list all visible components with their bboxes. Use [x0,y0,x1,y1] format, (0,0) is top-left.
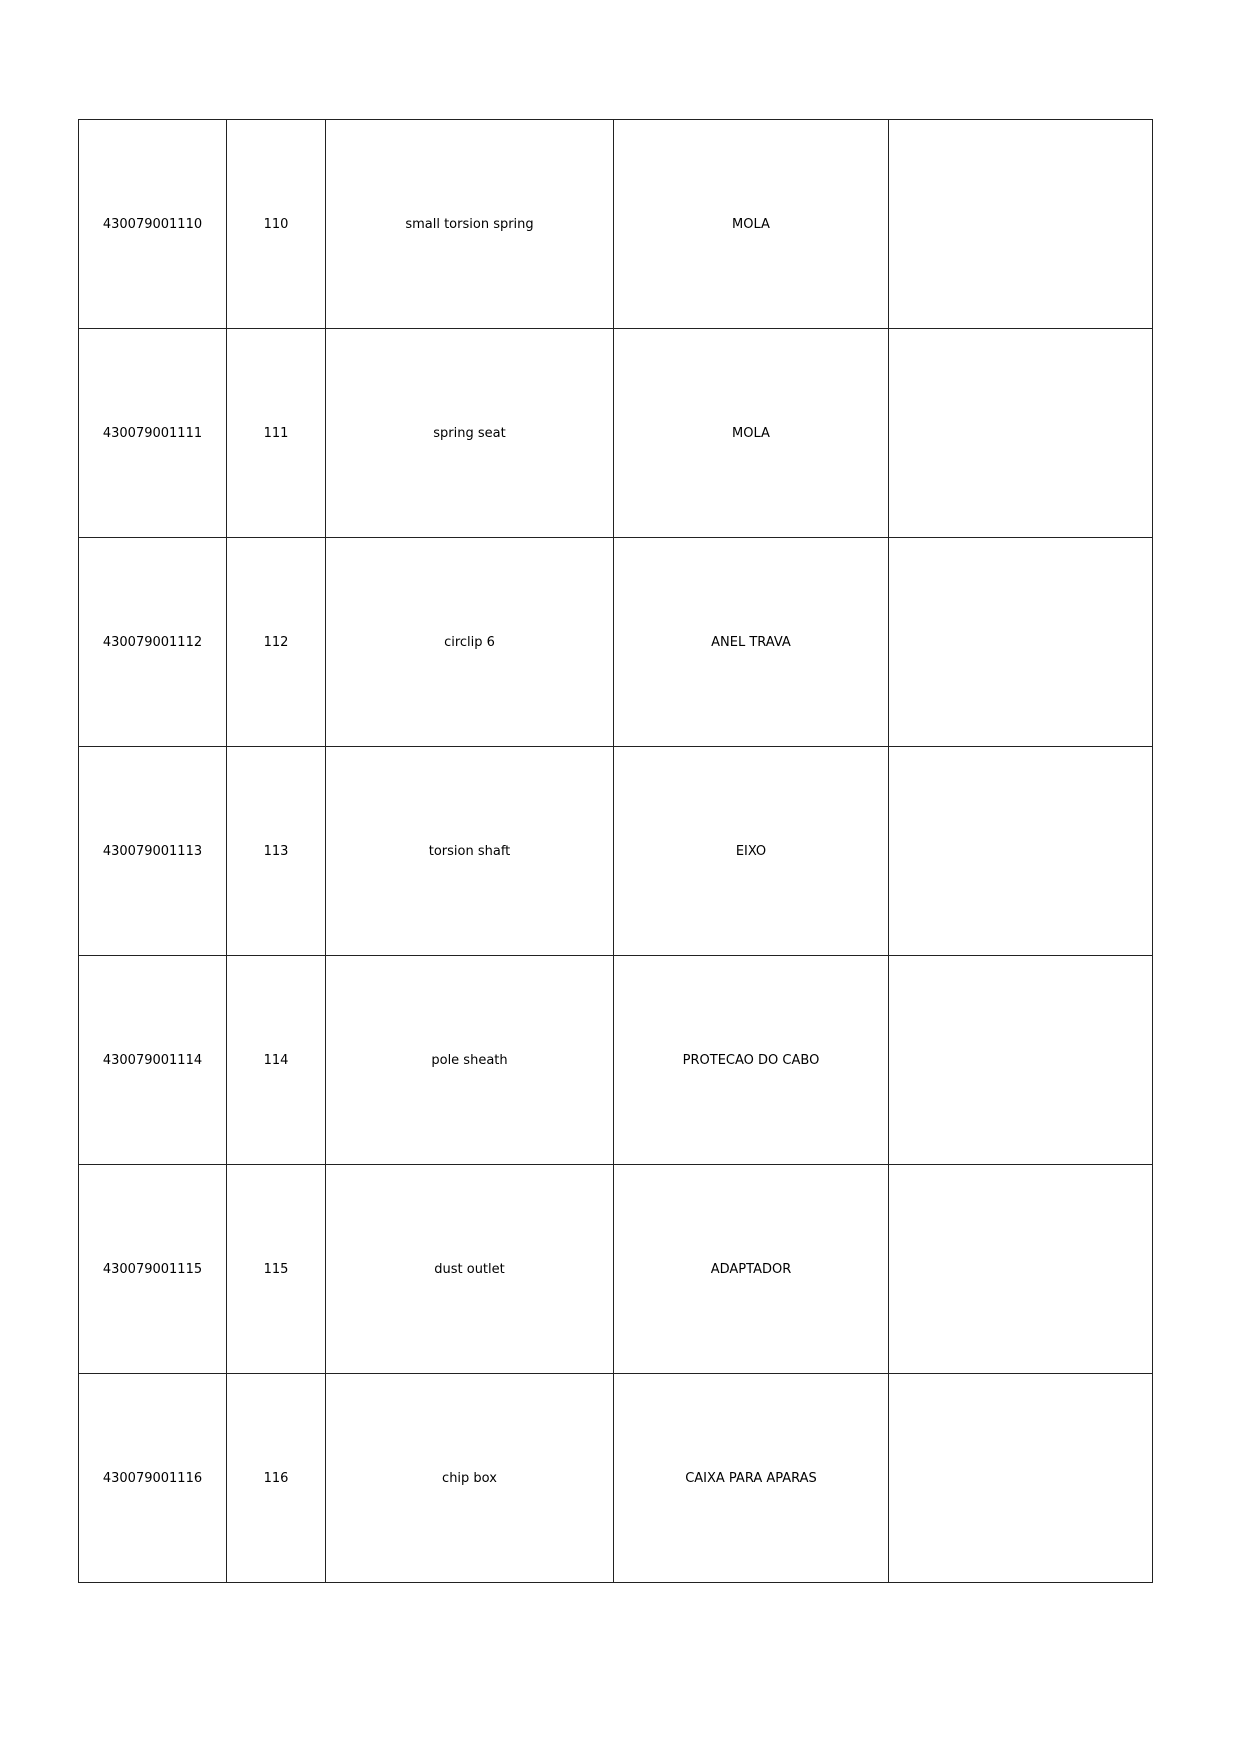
description-en-cell: spring seat [326,329,614,538]
table-row [79,956,1153,1165]
description-pt-cell: ANEL TRAVA [614,538,889,747]
part-code-cell: 430079001115 [79,1165,227,1374]
description-pt-cell: CAIXA PARA APARAS [614,1374,889,1583]
description-pt-cell: MOLA [614,329,889,538]
notes-cell [889,329,1153,538]
part-code-cell: 430079001116 [79,1374,227,1583]
notes-cell [889,1374,1153,1583]
description-en-cell: circlip 6 [326,538,614,747]
notes-cell [889,538,1153,747]
part-code-cell: 430079001112 [79,538,227,747]
item-number-cell: 111 [227,329,326,538]
item-number-cell: 114 [227,956,326,1165]
description-en-cell: small torsion spring [326,120,614,329]
item-number-cell: 116 [227,1374,326,1583]
part-code-cell: 430079001111 [79,329,227,538]
item-number-cell: 115 [227,1165,326,1374]
description-en-cell: pole sheath [326,956,614,1165]
table-row [79,1374,1153,1583]
part-code-cell: 430079001114 [79,956,227,1165]
description-en-cell: torsion shaft [326,747,614,956]
description-en-cell: chip box [326,1374,614,1583]
table-row [79,120,1153,329]
item-number-cell: 113 [227,747,326,956]
parts-table-body [79,120,1153,1583]
part-code-cell: 430079001110 [79,120,227,329]
notes-cell [889,747,1153,956]
table-row [79,1165,1153,1374]
description-pt-cell: MOLA [614,120,889,329]
notes-cell [889,120,1153,329]
description-pt-cell: ADAPTADOR [614,1165,889,1374]
description-pt-cell: EIXO [614,747,889,956]
description-en-cell: dust outlet [326,1165,614,1374]
table-row [79,538,1153,747]
item-number-cell: 112 [227,538,326,747]
item-number-cell: 110 [227,120,326,329]
parts-table [78,119,1153,1583]
table-row [79,747,1153,956]
table-row [79,329,1153,538]
notes-cell [889,1165,1153,1374]
part-code-cell: 430079001113 [79,747,227,956]
notes-cell [889,956,1153,1165]
description-pt-cell: PROTECAO DO CABO [614,956,889,1165]
